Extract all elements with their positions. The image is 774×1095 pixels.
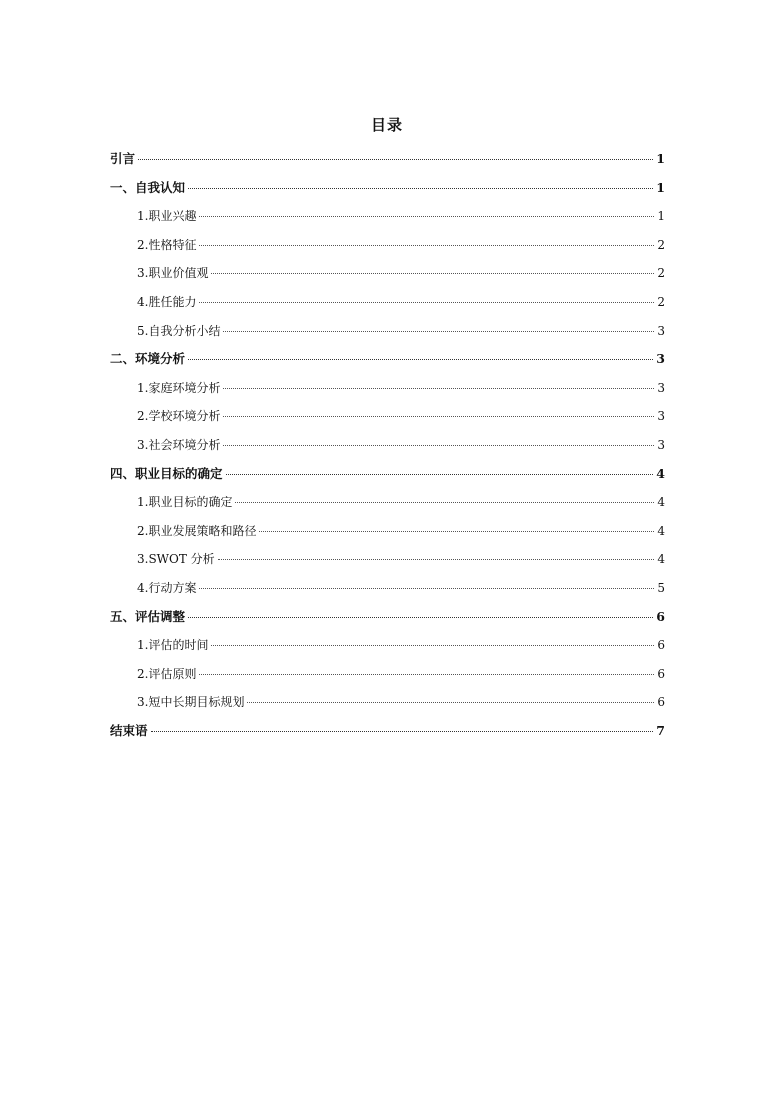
toc-entry-chapter[interactable] xyxy=(110,145,665,174)
toc-page-number: 4 xyxy=(657,552,665,567)
toc-dot-leader xyxy=(188,616,653,618)
toc-entry-chapter[interactable] xyxy=(110,460,665,489)
toc-page-number: 3 xyxy=(657,437,665,452)
toc-page-number: 6 xyxy=(657,638,665,653)
toc-page-number: 3 xyxy=(657,323,665,338)
toc-page-number: 5 xyxy=(657,580,665,595)
toc-dot-leader xyxy=(223,330,654,332)
toc-dot-leader xyxy=(199,587,654,589)
toc-dot-leader xyxy=(199,673,654,675)
toc-list xyxy=(110,145,665,745)
toc-page-number: 4 xyxy=(656,465,665,481)
toc-title: 目录 xyxy=(370,116,403,134)
toc-entry-section[interactable] xyxy=(110,202,665,231)
toc-page-number: 2 xyxy=(657,266,665,281)
toc-page-number: 3 xyxy=(657,380,665,395)
toc-entry-section[interactable] xyxy=(110,288,665,317)
toc-dot-leader xyxy=(247,701,654,703)
toc-entry-label: 二、环境分析 xyxy=(110,351,186,367)
toc-page-number: 6 xyxy=(657,695,665,710)
toc-dot-leader xyxy=(223,387,654,389)
toc-entry-label: 5.自我分析小结 xyxy=(137,323,221,338)
toc-dot-leader xyxy=(218,558,654,560)
toc-dot-leader xyxy=(223,415,654,417)
toc-entry-label: 2.性格特征 xyxy=(137,237,197,252)
toc-entry-section[interactable] xyxy=(110,631,665,660)
toc-entry-label: 1.职业兴趣 xyxy=(137,209,197,224)
toc-page-number: 6 xyxy=(657,666,665,681)
toc-page-number: 1 xyxy=(656,151,665,166)
toc-entry-section[interactable] xyxy=(110,517,665,546)
toc-dot-leader xyxy=(188,187,653,189)
toc-entry-label: 4.行动方案 xyxy=(137,580,197,595)
toc-entry-section[interactable] xyxy=(110,259,665,288)
toc-entry-section[interactable] xyxy=(110,545,665,574)
toc-page-number: 3 xyxy=(657,409,665,424)
toc-entry-chapter[interactable] xyxy=(110,174,665,203)
toc-entry-label: 1.评估的时间 xyxy=(137,638,209,653)
toc-dot-leader xyxy=(235,501,654,503)
toc-entry-section[interactable] xyxy=(110,574,665,603)
toc-entry-label: 1.职业目标的确定 xyxy=(137,495,233,510)
toc-page-number: 3 xyxy=(656,351,665,367)
toc-entry-chapter[interactable] xyxy=(110,717,665,746)
toc-entry-section[interactable] xyxy=(110,317,665,346)
toc-page-number: 4 xyxy=(657,495,665,510)
toc-entry-label: 3.职业价值观 xyxy=(137,266,209,281)
toc-page-number: 6 xyxy=(656,608,665,624)
toc-dot-leader xyxy=(151,730,654,732)
toc-entry-section[interactable] xyxy=(110,688,665,717)
toc-page-number: 7 xyxy=(656,722,665,738)
toc-page-number: 2 xyxy=(657,294,665,309)
toc-page-number: 2 xyxy=(657,237,665,252)
toc-entry-chapter[interactable] xyxy=(110,345,665,374)
toc-dot-leader xyxy=(211,272,654,274)
toc-entry-label: 引言 xyxy=(110,151,136,166)
toc-entry-label: 结束语 xyxy=(110,722,148,738)
toc-entry-label: 1.家庭环境分析 xyxy=(137,380,221,395)
toc-entry-label: 3.短中长期目标规划 xyxy=(137,695,245,710)
toc-dot-leader xyxy=(199,244,654,246)
toc-entry-label: 2.评估原则 xyxy=(137,666,197,681)
toc-dot-leader xyxy=(226,473,654,475)
toc-entry-label: 3.SWOT 分析 xyxy=(137,552,215,567)
toc-entry-section[interactable] xyxy=(110,374,665,403)
toc-entry-label: 五、评估调整 xyxy=(110,608,186,624)
toc-entry-label: 四、职业目标的确定 xyxy=(110,465,223,481)
toc-page-number: 1 xyxy=(656,179,665,195)
toc-entry-section[interactable] xyxy=(110,660,665,689)
toc-entry-label: 2.学校环境分析 xyxy=(137,409,221,424)
toc-entry-section[interactable] xyxy=(110,488,665,517)
toc-dot-leader xyxy=(199,215,654,217)
toc-entry-label: 2.职业发展策略和路径 xyxy=(137,523,257,538)
toc-entry-label: 3.社会环境分析 xyxy=(137,437,221,452)
toc-entry-label: 一、自我认知 xyxy=(110,179,186,195)
toc-entry-section[interactable] xyxy=(110,231,665,260)
toc-dot-leader xyxy=(138,158,653,160)
toc-dot-leader xyxy=(223,444,654,446)
toc-page-number: 1 xyxy=(657,209,665,224)
toc-dot-leader xyxy=(199,301,654,303)
toc-dot-leader xyxy=(188,358,653,360)
toc-entry-chapter[interactable] xyxy=(110,603,665,632)
toc-dot-leader xyxy=(259,530,654,532)
toc-entry-label: 4.胜任能力 xyxy=(137,294,197,309)
toc-entry-section[interactable] xyxy=(110,402,665,431)
toc-dot-leader xyxy=(211,644,654,646)
toc-page-number: 4 xyxy=(657,523,665,538)
toc-entry-section[interactable] xyxy=(110,431,665,460)
